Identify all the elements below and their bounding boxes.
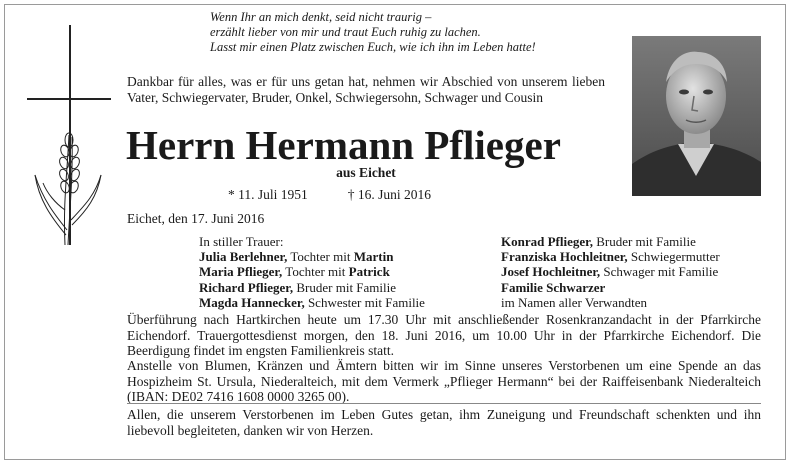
donation-info: Anstelle von Blumen, Kränzen und Ämtern bitten wir im Sinne unseres Verstorbenen um eine Spende an das Hospizheim St. Ursula, Niederalteich, mit dem Vermerk „Pflieger Hermann“ bei der Raiffeisenbank Niederalteich (IBAN: DE02 7416 1608 0000 3265 00). xyxy=(127,358,761,405)
poem-line: Lasst mir einen Platz zwischen Euch, wie ich ihn im Leben hatte! xyxy=(210,40,536,54)
portrait-photo xyxy=(632,36,761,196)
divider xyxy=(127,403,761,404)
mourner-relation: Schwager mit Familie xyxy=(600,264,719,280)
mourner-relation: Schwiegermutter xyxy=(627,249,720,265)
mourner-name: Josef Hochleitner, xyxy=(501,264,601,280)
mourner-line xyxy=(199,249,425,264)
mourner-relation: im Namen aller Verwandten xyxy=(501,294,647,310)
poem xyxy=(210,10,640,55)
mourner-relation: Tochter mit xyxy=(287,249,354,265)
cross-with-wheat-icon xyxy=(25,25,115,245)
mourner-line xyxy=(501,234,720,249)
life-dates xyxy=(228,187,528,203)
place-date: Eichet, den 17. Juni 2016 xyxy=(127,211,265,226)
mourner-line xyxy=(199,295,425,310)
mourner-line xyxy=(199,234,425,249)
mourners-heading: In stiller Trauer: xyxy=(199,234,284,249)
mourner-partner: Martin xyxy=(353,249,394,265)
mourner-relation: Bruder mit Familie xyxy=(293,279,397,295)
thanks-text: Allen, die unserem Verstorbenen im Leben Gutes getan, ihm Zuneigung und Freundschaft schenkten und ihn liebevoll begleiteten, danken wir von Herzen. xyxy=(127,407,761,438)
origin: aus Eichet xyxy=(336,165,396,180)
mourner-line xyxy=(199,264,425,279)
mourner-relation: Tochter mit xyxy=(282,264,349,280)
funeral-info: Überführung nach Hartkirchen heute um 17.30 Uhr mit anschließender Rosenkranzandacht in der Pfarrkirche Eichendorf. Trauergottesdienst morgen, den 18. Juni 2016, um 10.00 Uhr in der Pfarrkirche Eichendorf. Die Beerdigung findet im engsten Familienkreis statt. xyxy=(127,312,761,359)
birth-date: * 11. Juli 1951 xyxy=(228,187,308,202)
mourner-line xyxy=(501,264,720,279)
death-date: † 16. Juni 2016 xyxy=(347,187,432,202)
mourner-name: Konrad Pflieger, xyxy=(501,234,593,249)
mourner-name: Magda Hannecker, xyxy=(199,294,305,310)
mourner-name: Richard Pflieger, xyxy=(199,279,294,295)
mourner-relation: Schwester mit Familie xyxy=(304,294,425,310)
mourners-right xyxy=(501,234,720,310)
mourner-line xyxy=(501,295,720,310)
mourner-line xyxy=(501,280,720,295)
deceased-name: Herrn Hermann Pflieger xyxy=(126,122,561,168)
mourner-name: Familie Schwarzer xyxy=(501,279,606,295)
mourner-line xyxy=(501,249,720,264)
poem-line: Wenn Ihr an mich denkt, seid nicht traurig – xyxy=(210,10,432,24)
mourner-name: Franziska Hochleitner, xyxy=(501,249,628,265)
mourner-line xyxy=(199,280,425,295)
mourner-partner: Patrick xyxy=(348,264,390,280)
poem-line: erzählt lieber von mir und traut Euch ruhig zu lachen. xyxy=(210,25,481,39)
mourner-relation: Bruder mit Familie xyxy=(592,234,696,249)
intro-text: Dankbar für alles, was er für uns getan hat, nehmen wir Abschied von unserem lieben Vater, Schwiegervater, Bruder, Onkel, Schwiegersohn, Schwager und Cousin xyxy=(127,74,605,105)
mourner-name: Julia Berlehner, xyxy=(199,249,288,265)
mourners-left xyxy=(199,234,425,310)
mourner-name: Maria Pflieger, xyxy=(199,264,283,280)
